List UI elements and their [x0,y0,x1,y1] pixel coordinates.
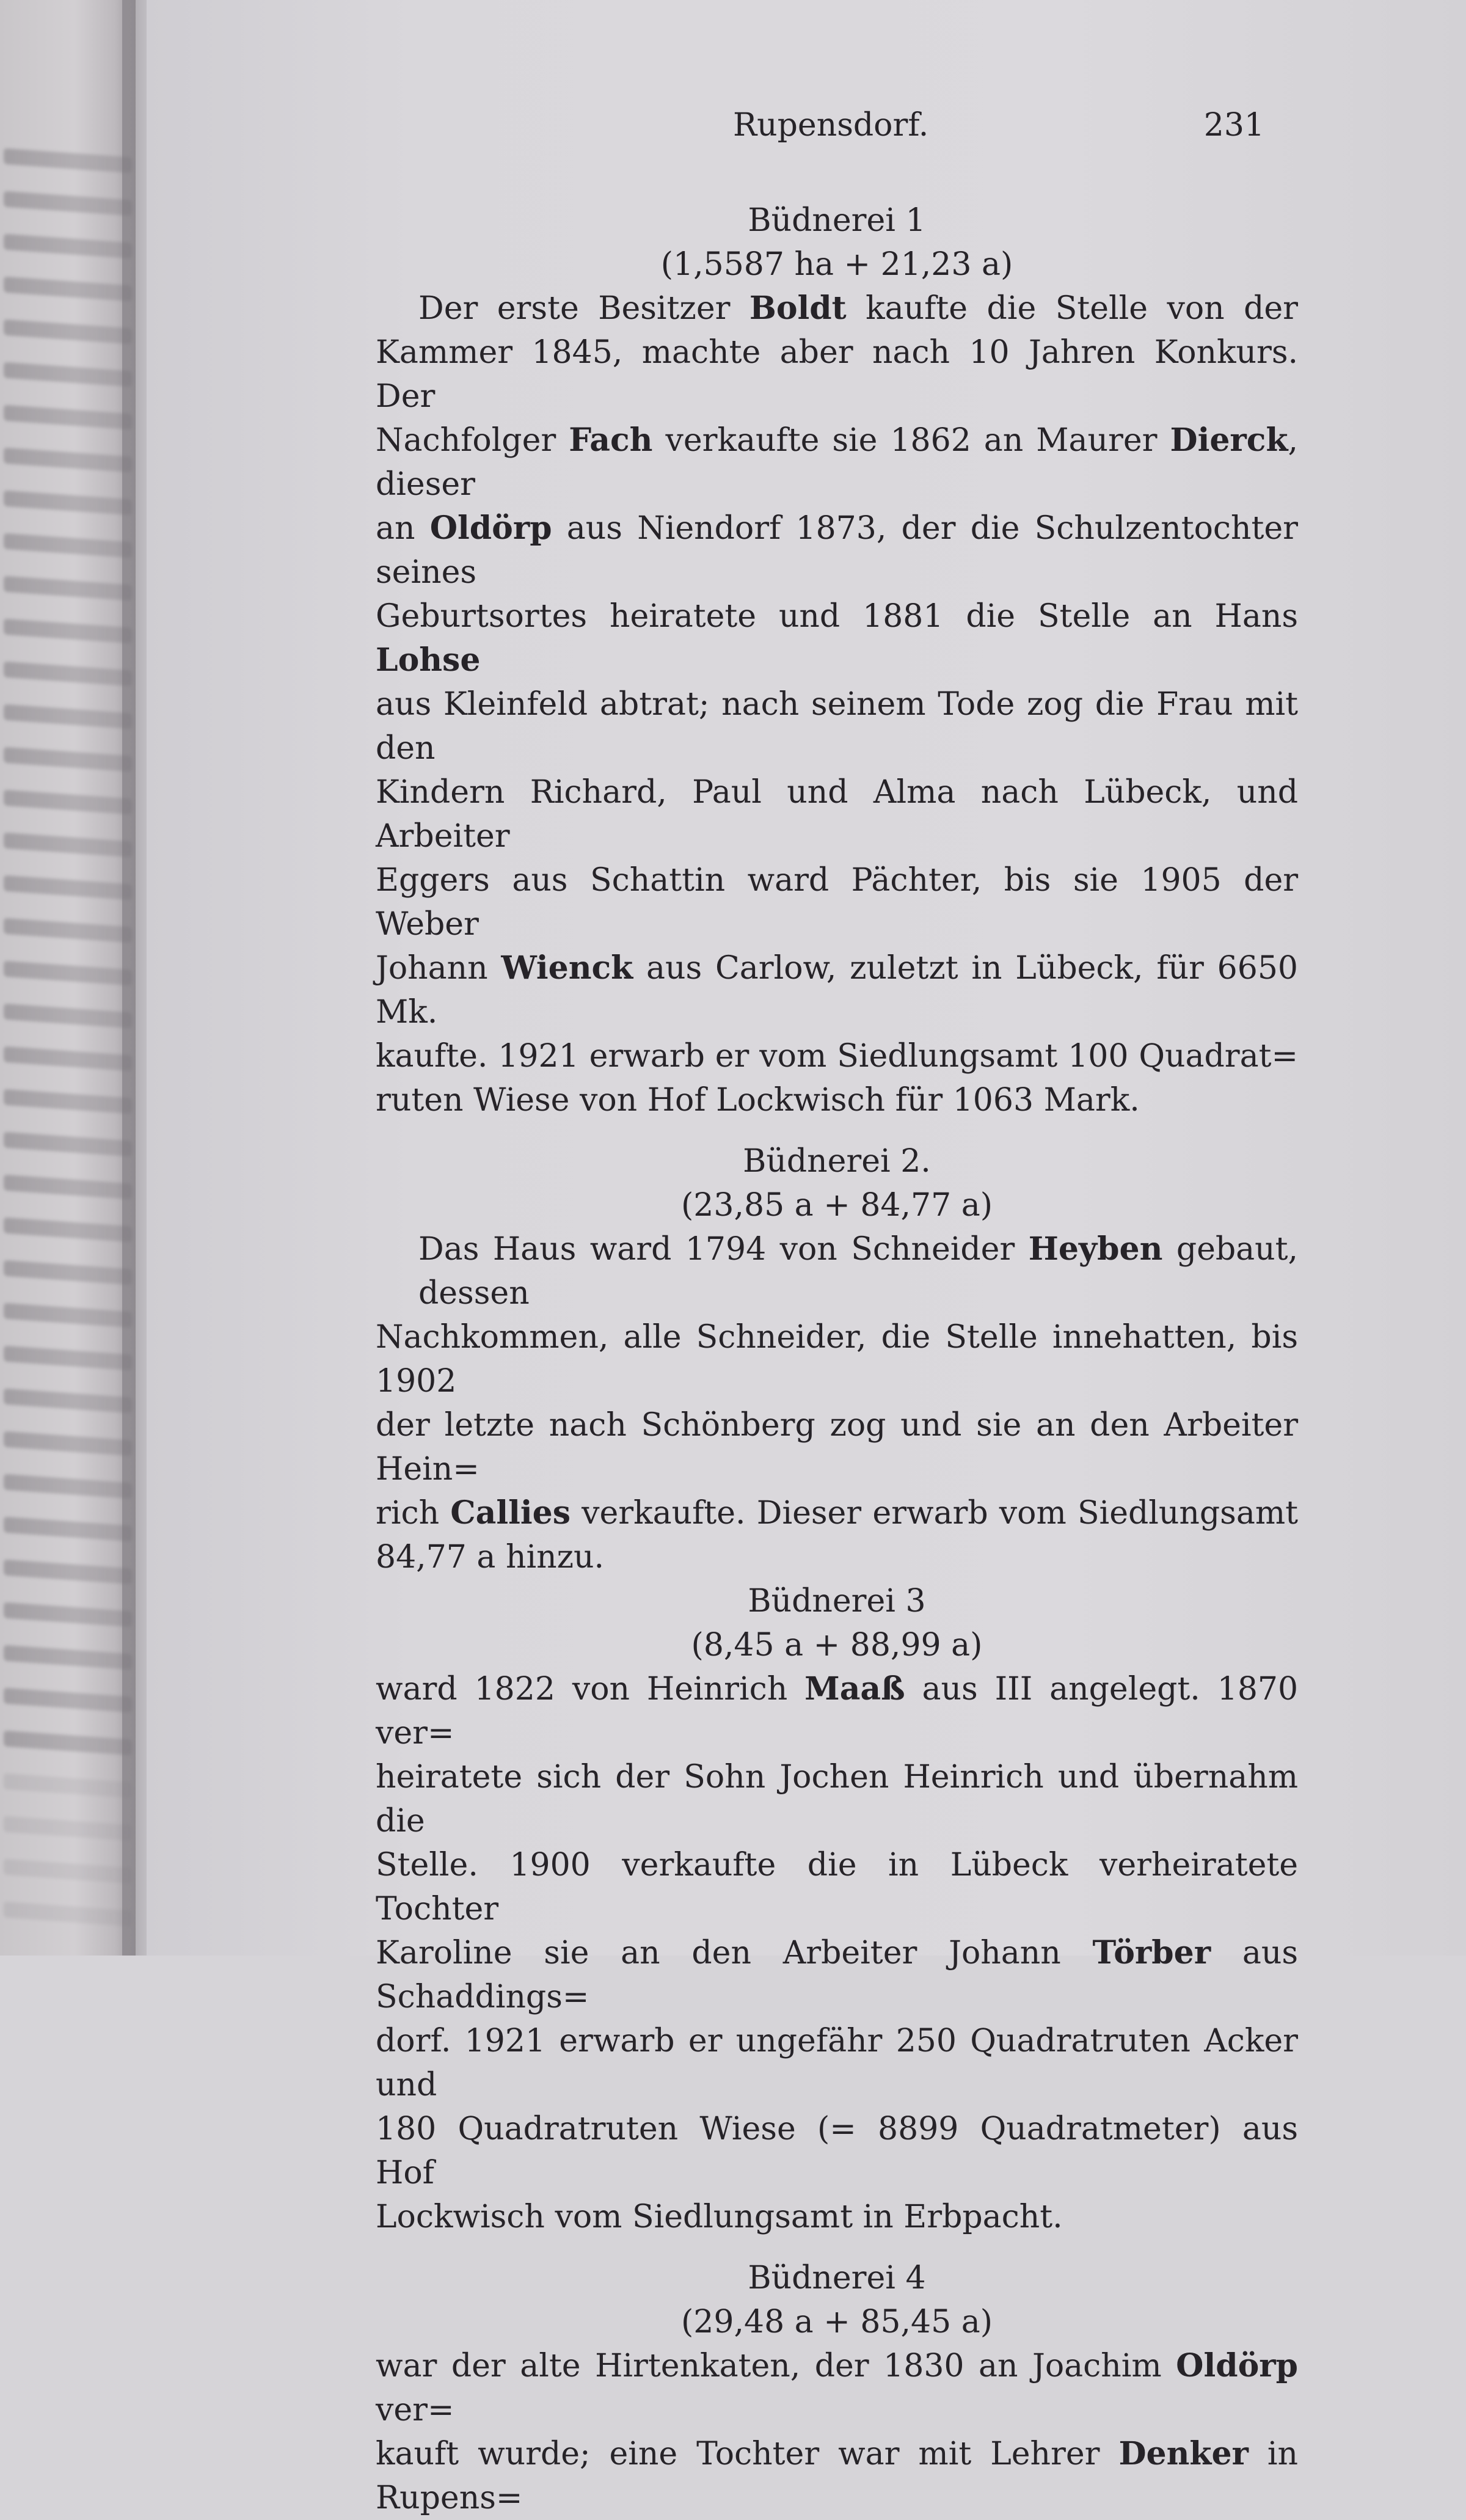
previous-page-text-line [4,619,132,644]
previous-page-text-line [4,961,132,986]
text-line: Nachfolger Fach verkaufte sie 1862 an Maurer Dierck, dieser [376,422,1299,503]
previous-page-edge [0,0,136,1956]
page-number: 231 [1203,107,1264,144]
section-title: Büdnerei 3 [748,1583,926,1620]
text-line: Johann Wienck aus Carlow, zuletzt in Lübeck, für 6650 Mk. [376,949,1299,1031]
section-title: Büdnerei 4 [748,2260,926,2296]
text-line: Geburtsortes heiratete und 1881 die Stelle an Hans Lohse [376,598,1299,679]
text-line: Lockwisch vom Siedlungsamt in Erbpacht. [376,2199,1063,2235]
text-line: war der alte Hirtenkaten, der 1830 an Joachim Oldörp ver= [376,2347,1299,2428]
section-title: Büdnerei 1 [748,202,926,239]
previous-page-text-line [4,533,132,558]
previous-page-text-line [4,1046,132,1072]
previous-page-text-line [4,1517,132,1542]
text-line: 84,77 a hinzu. [376,1539,604,1576]
previous-page-text-line [4,1645,132,1670]
text-line: Das Haus ward 1794 von Schneider Heyben gebaut, dessen [418,1230,1299,1312]
text-line: der letzte nach Schönberg zog und sie an den Arbeiter Hein= [376,1407,1299,1488]
text-line: Kindern Richard, Paul und Alma nach Lübeck, und Arbeiter [376,774,1299,855]
text-line: Stelle. 1900 verkaufte die in Lübeck verheiratete Tochter [376,1847,1299,1927]
section-paragraph [376,1227,1298,1579]
previous-page-text-line [4,918,132,943]
section-paragraph [376,287,1298,1122]
section-area: (23,85 a + 84,77 a) [681,1187,993,1224]
previous-page-text-line [4,448,132,473]
previous-page-text-line [4,1303,132,1328]
previous-page-text-line [4,362,132,387]
previous-page-text-line [4,320,132,345]
previous-page-text-line [4,1816,132,1841]
section-buednerei-3 [376,1579,1298,2239]
previous-page-text-line [4,1431,132,1456]
previous-page-text-line [4,1089,132,1114]
previous-page-text-line [4,1175,132,1200]
previous-page-text-line [4,1773,132,1799]
previous-page-text-line [4,1474,132,1499]
text-line: kauft wurde; eine Tochter war mit Lehrer Denker in Rupens= [376,2435,1298,2516]
text-line: dorf. 1921 erwarb er ungefähr 250 Quadratruten Acker und [376,2023,1299,2103]
previous-page-text-line [4,833,132,858]
previous-page-text-line [4,1132,132,1157]
section-area: (8,45 a + 88,99 a) [691,1627,983,1664]
section-paragraph [376,2344,1298,2520]
text-line: ward 1822 von Heinrich Maaß aus III angelegt. 1870 ver= [376,1670,1299,1751]
previous-page-text-line [4,1389,132,1414]
book-page [147,0,1466,2516]
text-line: Nachkommen, alle Schneider, die Stelle innehatten, bis 1902 [376,1319,1299,1400]
previous-page-text-line [4,405,132,430]
previous-page-text-line [4,1688,132,1713]
previous-page-text-line [4,704,132,729]
previous-page-text-line [4,1602,132,1627]
previous-page-text-line [4,576,132,601]
previous-page-text-line [4,277,132,302]
previous-page-text-line [4,747,132,772]
previous-page-text-line [4,148,132,173]
section-area: (29,48 a + 85,45 a) [681,2304,993,2340]
text-line: rich Callies verkaufte. Dieser erwarb vom Siedlungsamt [376,1494,1299,1532]
text-line: aus Kleinfeld abtrat; nach seinem Tode zog die Frau mit den [376,686,1299,767]
previous-page-text-line [4,1346,132,1371]
previous-page-text-line [4,191,132,216]
text-line: kaufte. 1921 erwarb er vom Siedlungsamt 100 Quadrat= [376,1038,1299,1075]
section-buednerei-1 [376,199,1298,1122]
text-line: an Oldörp aus Niendorf 1873, der die Schulzentochter seines [376,509,1299,591]
page-header [733,107,1295,156]
section-buednerei-4 [376,2256,1298,2520]
previous-page-text-line [4,1859,132,1884]
text-line: ruten Wiese von Hof Lockwisch für 1063 Mark. [376,1082,1140,1119]
previous-page-text-line [4,1260,132,1285]
text-line: Eggers aus Schattin ward Pächter, bis sie 1905 der Weber [376,862,1299,943]
section-title: Büdnerei 2. [743,1143,931,1180]
previous-page-text-line [4,662,132,687]
previous-page-text-line [4,1560,132,1585]
text-block [376,199,1298,2520]
section-paragraph [376,1667,1298,2239]
previous-page-text-line [4,491,132,516]
running-head: Rupensdorf. [733,107,929,144]
text-line: 180 Quadratruten Wiese (= 8899 Quadratmeter) aus Hof [376,2111,1299,2191]
previous-page-text-line [4,234,132,259]
previous-page-text-line [4,790,132,815]
text-line: heiratete sich der Sohn Jochen Heinrich und übernahm die [376,1759,1298,1839]
section-buednerei-2 [376,1139,1298,1579]
previous-page-text-line [4,1218,132,1243]
text-line: Karoline sie an den Arbeiter Johann Törber aus Schaddings= [376,1934,1299,2015]
previous-page-text-line [4,1902,132,1927]
text-line: Kammer 1845, machte aber nach 10 Jahren Konkurs. Der [376,334,1299,415]
text-line: Der erste Besitzer Boldt kaufte die Stelle von der [418,290,1299,327]
section-area: (1,5587 ha + 21,23 a) [660,246,1013,283]
previous-page-text-line [4,1004,132,1029]
previous-page-text-line [4,875,132,900]
previous-page-text-line [4,1731,132,1756]
